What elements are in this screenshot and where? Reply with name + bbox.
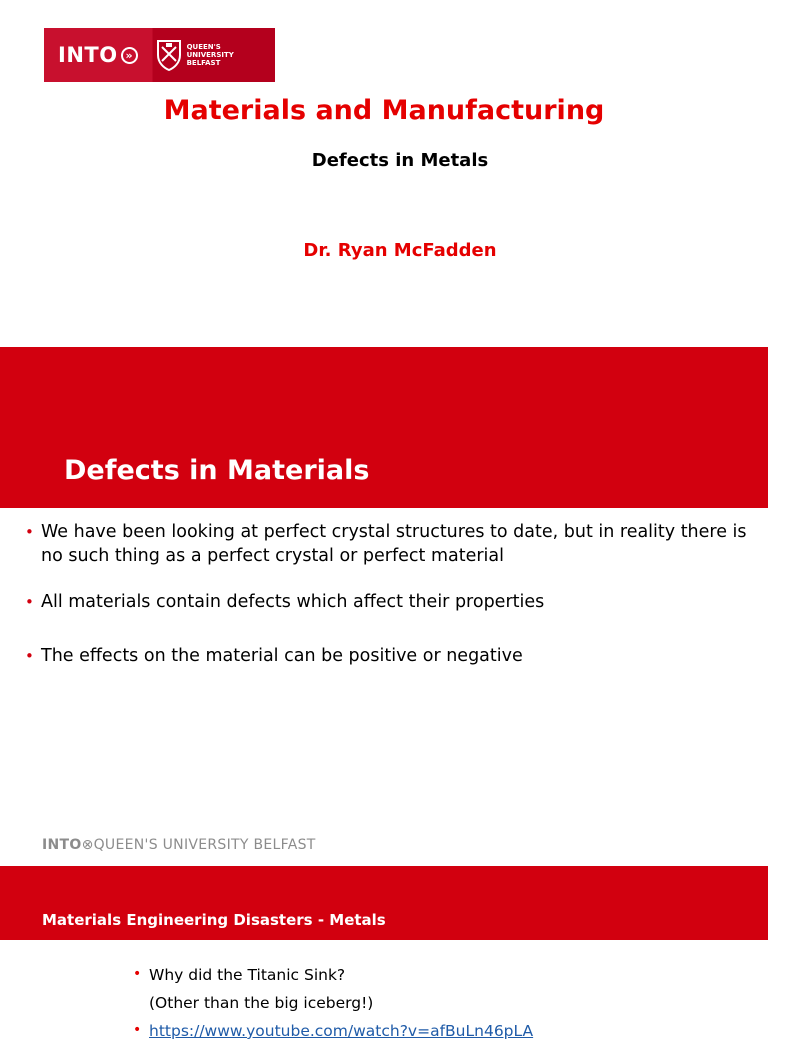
- slide-heading: Materials Engineering Disasters - Metals: [42, 911, 386, 929]
- bullet-icon: •: [133, 966, 142, 982]
- bullet-icon: •: [25, 523, 34, 541]
- bullet-icon: •: [25, 647, 34, 665]
- bullet-list: [25, 520, 760, 668]
- chevron-circle-icon: ⊗: [81, 837, 94, 853]
- list-item: • Why did the Titanic Sink?: [133, 961, 753, 989]
- footer-brand: INTO: [42, 837, 82, 853]
- slide-footer: [42, 837, 316, 853]
- chevron-circle-icon: »: [121, 47, 138, 64]
- slide-heading: Defects in Materials: [64, 455, 370, 486]
- logo-brand: INTO: [58, 43, 118, 67]
- bullet-icon: •: [133, 1022, 142, 1038]
- presentation-title: Materials and Manufacturing: [163, 95, 605, 126]
- list-item: • All materials contain defects which affect their properties: [25, 592, 545, 612]
- slide-engineering-disasters: [0, 866, 768, 1040]
- list-item: • We have been looking at perfect crystal structures to date, but in reality there is no such thing as a perfect crystal or perfect material: [25, 522, 747, 566]
- presentation-author: Dr. Ryan McFadden: [303, 240, 497, 261]
- bullet-icon: •: [25, 593, 34, 611]
- footer-text: QUEEN'S UNIVERSITY BELFAST: [93, 837, 316, 853]
- slide-title: [0, 0, 768, 347]
- bullet-list: [133, 961, 753, 1045]
- list-item-continuation: (Other than the big iceberg!): [149, 994, 374, 1012]
- logo-university-name: QUEEN'S UNIVERSITY BELFAST: [186, 43, 234, 67]
- list-item: [133, 1017, 753, 1045]
- list-item: • The effects on the material can be positive or negative: [25, 646, 523, 666]
- into-qub-logo: [44, 28, 275, 82]
- university-crest-icon: [156, 39, 182, 71]
- video-link[interactable]: https://www.youtube.com/watch?v=afBuLn46pLA: [149, 1022, 534, 1040]
- slide-defects-in-materials: [0, 347, 768, 866]
- presentation-subtitle: Defects in Metals: [311, 150, 489, 171]
